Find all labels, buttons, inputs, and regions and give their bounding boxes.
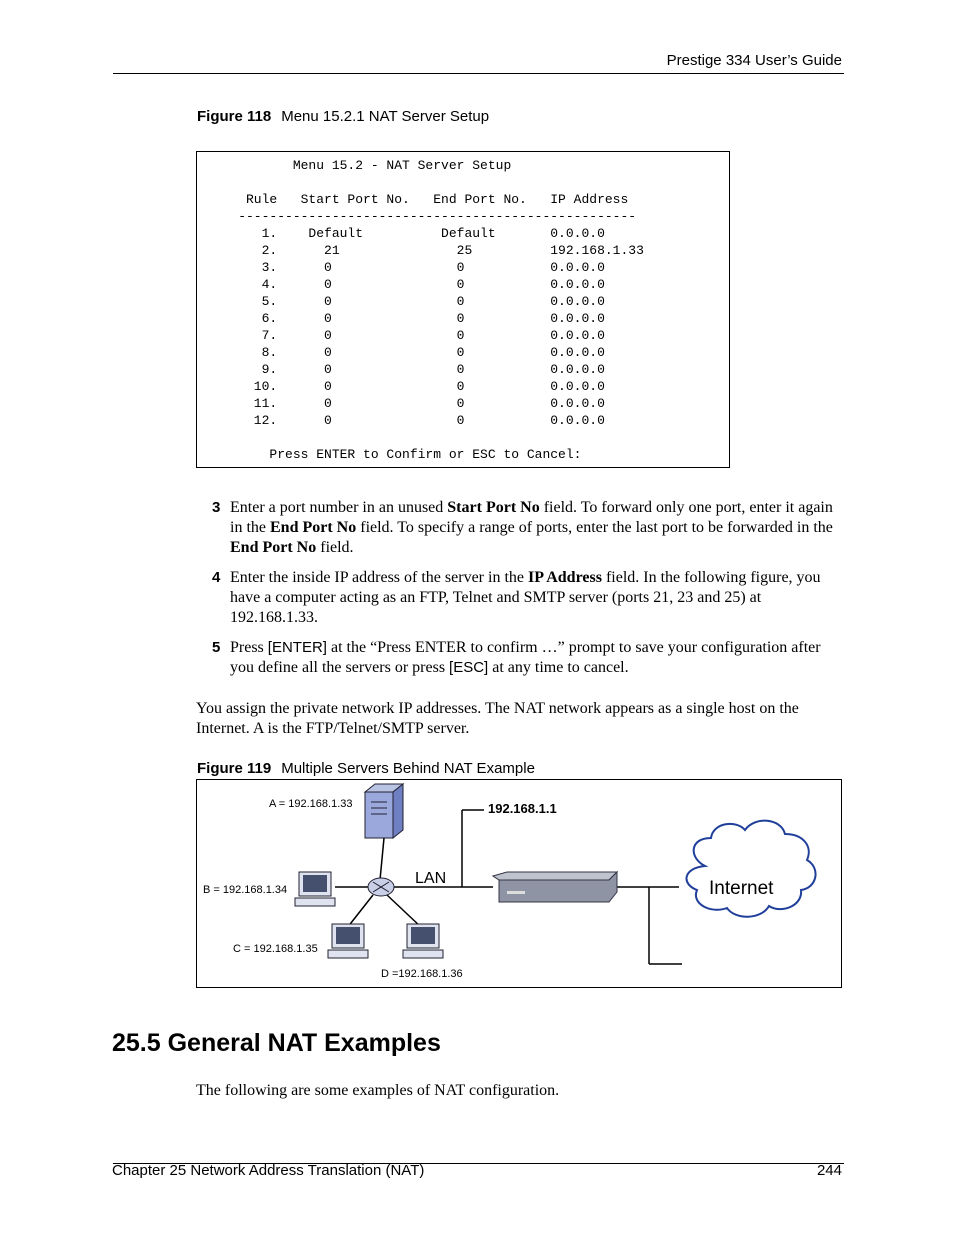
field-name: Start Port No xyxy=(447,499,540,516)
step-text xyxy=(230,638,840,678)
step-text-run: field. To forward only one port, enter it again in the xyxy=(230,499,833,536)
section-heading: 25.5 General NAT Examples xyxy=(112,1029,441,1057)
figure-label: Figure 118 xyxy=(197,108,272,125)
step-text-run: Enter a port number in an unused xyxy=(230,499,448,516)
field-name: End Port No xyxy=(230,539,317,556)
step-text-run: field. In the following figure, you have a computer acting as an FTP, Telnet and SMTP server (ports 21, 23 and 25) at 192.168.1.33. xyxy=(230,569,821,626)
field-name: IP Address xyxy=(527,569,602,586)
label-pc-d: D =192.168.1.36 xyxy=(381,968,463,980)
section-intro: The following are some examples of NAT configuration. xyxy=(196,1082,560,1099)
figure-title: Multiple Servers Behind NAT Example xyxy=(281,760,535,777)
step-text-run: field. To specify a range of ports, enter the last port to be forwarded in the xyxy=(356,519,833,536)
computer-icon xyxy=(328,924,368,958)
terminal-text: Menu 15.2 - NAT Server Setup Rule Start Port No. End Port No. IP Address --------------------------------------------------- 1. Default Default 0.0.0.0 2. 21 25 192.168.1.33 3. 0 0 0.0.0.0 4. 0 0 0.0.0.0 5. 0 0 0.0.0.0 6. 0 0 0.0.0.0 7. 0 0 0.0.0.0 8. 0 0 0.0.0.0 9. 0 0 0.0.0.0 10. 0 0 0.0.0.0 11. 0 0 0.0.0.0 12. 0 0 0.0.0.0 Press ENTER to Confirm or ESC to Cancel: xyxy=(238,158,644,462)
figure-title: Menu 15.2.1 NAT Server Setup xyxy=(281,108,490,125)
step-text-run: Press xyxy=(230,639,268,656)
network-diagram-svg xyxy=(197,780,841,987)
label-gateway-ip: 192.168.1.1 xyxy=(488,801,557,816)
footer-chapter: Chapter 25 Network Address Translation (NAT) xyxy=(112,1162,425,1179)
computer-icon xyxy=(403,924,443,958)
nat-server-setup-terminal xyxy=(196,151,730,468)
header-divider xyxy=(113,73,844,74)
hub-icon xyxy=(368,878,394,896)
step-text-run: Enter the inside IP address of the server in the xyxy=(230,569,528,586)
step-text-run: at the “Press ENTER to confirm …” prompt to save your configuration after you define all the servers or press xyxy=(230,639,821,676)
label-internet: Internet xyxy=(709,878,774,899)
router-icon xyxy=(493,872,617,902)
key-name: [ENTER] xyxy=(267,639,327,656)
step-text xyxy=(230,498,840,558)
computer-icon xyxy=(295,872,335,906)
label-pc-c: C = 192.168.1.35 xyxy=(233,943,318,955)
figure-118-caption xyxy=(197,108,489,125)
running-header: Prestige 334 User’s Guide xyxy=(666,52,842,69)
field-name: End Port No xyxy=(270,519,357,536)
step-number: 3 xyxy=(212,499,221,516)
key-name: [ESC] xyxy=(449,659,489,676)
step-number: 5 xyxy=(212,639,221,656)
internet-cloud-icon xyxy=(687,821,816,917)
step-text xyxy=(230,568,840,628)
step-5 xyxy=(212,638,840,678)
network-diagram xyxy=(196,779,842,988)
step-3 xyxy=(212,498,840,558)
step-text-run: at any time to cancel. xyxy=(488,659,629,676)
label-server-a: A = 192.168.1.33 xyxy=(269,798,353,810)
body-paragraph: You assign the private network IP addresses. The NAT network appears as a single host on the Internet. A is the FTP/Telnet/SMTP server. xyxy=(196,700,799,737)
page-number: 244 xyxy=(816,1162,842,1179)
label-lan: LAN xyxy=(415,870,447,887)
step-text-run: field. xyxy=(316,539,354,556)
step-number: 4 xyxy=(212,569,221,586)
figure-119-caption xyxy=(197,760,535,777)
label-pc-b: B = 192.168.1.34 xyxy=(203,884,288,896)
server-icon xyxy=(365,784,403,838)
step-4 xyxy=(212,568,840,628)
figure-label: Figure 119 xyxy=(197,760,272,777)
